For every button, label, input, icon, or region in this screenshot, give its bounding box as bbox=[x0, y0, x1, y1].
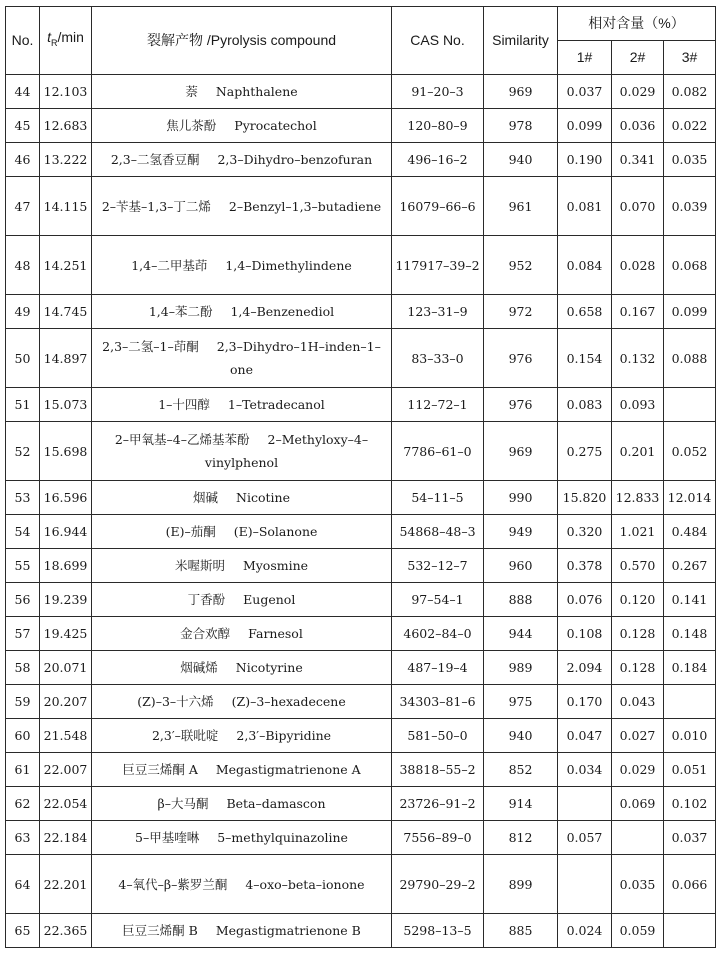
content-sample-1 bbox=[558, 855, 612, 914]
compound-cell bbox=[92, 617, 392, 651]
content-sample-3: 0.066 bbox=[664, 855, 716, 914]
similarity-score: 976 bbox=[484, 388, 558, 422]
row-number: 47 bbox=[6, 177, 40, 236]
compound-cell bbox=[92, 388, 392, 422]
content-sample-2: 0.128 bbox=[612, 651, 664, 685]
retention-time: 15.073 bbox=[40, 388, 92, 422]
content-sample-1: 0.037 bbox=[558, 75, 612, 109]
content-sample-1: 0.154 bbox=[558, 329, 612, 388]
cas-number: 487–19–4 bbox=[392, 651, 484, 685]
content-sample-2: 0.027 bbox=[612, 719, 664, 753]
cas-number: 120–80–9 bbox=[392, 109, 484, 143]
content-sample-3: 0.037 bbox=[664, 821, 716, 855]
compound-name-cn: (E)–茄酮 bbox=[165, 524, 216, 539]
compound-name-en: Megastigmatrienone B bbox=[215, 923, 361, 938]
similarity-score: 899 bbox=[484, 855, 558, 914]
similarity-score: 978 bbox=[484, 109, 558, 143]
cas-number: 532–12–7 bbox=[392, 549, 484, 583]
table-row bbox=[6, 236, 716, 295]
compound-cell bbox=[92, 236, 392, 295]
content-sample-2: 0.059 bbox=[612, 914, 664, 948]
table-row bbox=[6, 787, 716, 821]
compound-name-cn: 金合欢醇 bbox=[180, 626, 231, 641]
compound-cell bbox=[92, 295, 392, 329]
table-row bbox=[6, 143, 716, 177]
tr-symbol: t bbox=[47, 29, 51, 46]
retention-time: 12.103 bbox=[40, 75, 92, 109]
content-sample-1: 0.099 bbox=[558, 109, 612, 143]
compound-cell bbox=[92, 914, 392, 948]
similarity-score: 952 bbox=[484, 236, 558, 295]
table-row bbox=[6, 914, 716, 948]
compound-cell bbox=[92, 855, 392, 914]
retention-time: 14.897 bbox=[40, 329, 92, 388]
table-row bbox=[6, 388, 716, 422]
tr-unit: /min bbox=[57, 29, 84, 46]
col-header-compound bbox=[92, 7, 392, 75]
similarity-score: 960 bbox=[484, 549, 558, 583]
retention-time: 19.239 bbox=[40, 583, 92, 617]
retention-time: 18.699 bbox=[40, 549, 92, 583]
content-sample-1: 0.190 bbox=[558, 143, 612, 177]
content-sample-2: 0.132 bbox=[612, 329, 664, 388]
compound-name-cn: 巨豆三烯酮 B bbox=[122, 923, 198, 938]
compound-cell bbox=[92, 481, 392, 515]
retention-time: 14.745 bbox=[40, 295, 92, 329]
table-row bbox=[6, 109, 716, 143]
compound-header-en: /Pyrolysis compound bbox=[206, 32, 337, 48]
cas-number: 496–16–2 bbox=[392, 143, 484, 177]
content-sample-1: 0.024 bbox=[558, 914, 612, 948]
compound-name-cn: 2,3′–联吡啶 bbox=[151, 728, 219, 743]
content-sample-2: 0.035 bbox=[612, 855, 664, 914]
row-number: 56 bbox=[6, 583, 40, 617]
retention-time: 20.207 bbox=[40, 685, 92, 719]
row-number: 63 bbox=[6, 821, 40, 855]
cas-number: 16079–66–6 bbox=[392, 177, 484, 236]
similarity-score: 888 bbox=[484, 583, 558, 617]
cas-number: 112–72–1 bbox=[392, 388, 484, 422]
content-sample-1: 0.320 bbox=[558, 515, 612, 549]
compound-name-en: 4–oxo–beta–ionone bbox=[245, 876, 365, 892]
row-number: 65 bbox=[6, 914, 40, 948]
cas-number: 23726–91–2 bbox=[392, 787, 484, 821]
table-row bbox=[6, 549, 716, 583]
compound-cell bbox=[92, 329, 392, 388]
content-sample-2: 0.043 bbox=[612, 685, 664, 719]
content-sample-3: 0.051 bbox=[664, 753, 716, 787]
compound-name-en: Eugenol bbox=[243, 592, 296, 607]
content-sample-1: 0.047 bbox=[558, 719, 612, 753]
cas-number: 117917–39–2 bbox=[392, 236, 484, 295]
content-sample-2: 0.128 bbox=[612, 617, 664, 651]
compound-name-cn: 巨豆三烯酮 A bbox=[122, 762, 198, 777]
similarity-score: 972 bbox=[484, 295, 558, 329]
retention-time: 14.251 bbox=[40, 236, 92, 295]
content-sample-2: 0.028 bbox=[612, 236, 664, 295]
content-sample-3: 0.010 bbox=[664, 719, 716, 753]
compound-name-cn: (Z)–3–十六烯 bbox=[137, 694, 214, 709]
compound-name-en: 1,4–Benzenediol bbox=[230, 304, 335, 319]
content-sample-3: 0.052 bbox=[664, 422, 716, 481]
compound-name-cn: 焦儿茶酚 bbox=[166, 118, 217, 133]
compound-name-en: 2–Benzyl–1,3–butadiene bbox=[228, 198, 382, 214]
row-number: 46 bbox=[6, 143, 40, 177]
col-header-cas: CAS No. bbox=[392, 7, 484, 75]
content-sample-2: 0.029 bbox=[612, 753, 664, 787]
row-number: 52 bbox=[6, 422, 40, 481]
col-header-similarity: Similarity bbox=[484, 7, 558, 75]
compound-cell bbox=[92, 422, 392, 481]
compound-cell bbox=[92, 515, 392, 549]
compound-name-en: Myosmine bbox=[242, 558, 309, 573]
retention-time: 22.184 bbox=[40, 821, 92, 855]
col-header-no: No. bbox=[6, 7, 40, 75]
row-number: 57 bbox=[6, 617, 40, 651]
content-sample-1: 2.094 bbox=[558, 651, 612, 685]
row-number: 49 bbox=[6, 295, 40, 329]
cas-number: 4602–84–0 bbox=[392, 617, 484, 651]
content-sample-3: 0.068 bbox=[664, 236, 716, 295]
compound-cell bbox=[92, 177, 392, 236]
content-sample-1: 0.084 bbox=[558, 236, 612, 295]
compound-cell bbox=[92, 143, 392, 177]
col-header-sample-2: 2# bbox=[612, 41, 664, 75]
similarity-score: 969 bbox=[484, 422, 558, 481]
compound-name-en: Megastigmatrienone A bbox=[215, 762, 361, 777]
retention-time: 22.201 bbox=[40, 855, 92, 914]
compound-name-cn: 2,3–二氢–1–茚酮 bbox=[102, 339, 199, 354]
content-sample-2: 0.029 bbox=[612, 75, 664, 109]
content-sample-2: 0.167 bbox=[612, 295, 664, 329]
compound-name-en: 2,3′–Bipyridine bbox=[236, 728, 332, 743]
compound-name-cn: 5–甲基喹啉 bbox=[135, 830, 200, 845]
table-row bbox=[6, 855, 716, 914]
compound-cell bbox=[92, 685, 392, 719]
row-number: 44 bbox=[6, 75, 40, 109]
row-number: 48 bbox=[6, 236, 40, 295]
cas-number: 83–33–0 bbox=[392, 329, 484, 388]
similarity-score: 969 bbox=[484, 75, 558, 109]
content-sample-2: 1.021 bbox=[612, 515, 664, 549]
compound-name-en: Beta–damascon bbox=[226, 796, 326, 811]
compound-name-en: (E)–Solanone bbox=[233, 524, 318, 539]
compound-name-en: Farnesol bbox=[248, 626, 303, 641]
compound-name-cn: 2–苄基–1,3–丁二烯 bbox=[101, 198, 211, 214]
similarity-score: 885 bbox=[484, 914, 558, 948]
compound-name-en: 2–Methyloxy–4–vinylphenol bbox=[204, 432, 369, 470]
col-header-sample-1: 1# bbox=[558, 41, 612, 75]
compound-name-en: Naphthalene bbox=[215, 84, 298, 99]
compound-header-cn: 裂解产物 bbox=[146, 32, 203, 48]
row-number: 64 bbox=[6, 855, 40, 914]
compound-name-en: 5–methylquinazoline bbox=[217, 830, 348, 845]
col-header-retention-time bbox=[40, 7, 92, 75]
content-sample-1: 0.034 bbox=[558, 753, 612, 787]
content-sample-1: 0.378 bbox=[558, 549, 612, 583]
similarity-score: 975 bbox=[484, 685, 558, 719]
row-number: 62 bbox=[6, 787, 40, 821]
table-body bbox=[6, 75, 716, 948]
row-number: 50 bbox=[6, 329, 40, 388]
compound-name-en: 1–Tetradecanol bbox=[227, 397, 325, 412]
row-number: 58 bbox=[6, 651, 40, 685]
compound-name-en: 2,3–Dihydro–benzofuran bbox=[217, 152, 373, 167]
compound-name-cn: 烟碱 bbox=[193, 490, 219, 505]
compound-name-cn: 丁香酚 bbox=[187, 592, 226, 607]
compound-cell bbox=[92, 719, 392, 753]
row-number: 53 bbox=[6, 481, 40, 515]
content-sample-3: 0.022 bbox=[664, 109, 716, 143]
row-number: 55 bbox=[6, 549, 40, 583]
row-number: 61 bbox=[6, 753, 40, 787]
similarity-score: 944 bbox=[484, 617, 558, 651]
compound-name-en: Nicotyrine bbox=[235, 660, 303, 675]
content-sample-1: 0.083 bbox=[558, 388, 612, 422]
content-sample-3: 0.102 bbox=[664, 787, 716, 821]
cas-number: 54–11–5 bbox=[392, 481, 484, 515]
compound-name-cn: β–大马酮 bbox=[157, 796, 209, 811]
compound-name-cn: 2,3–二氢香豆酮 bbox=[110, 152, 200, 167]
content-sample-3 bbox=[664, 914, 716, 948]
row-number: 59 bbox=[6, 685, 40, 719]
table-row bbox=[6, 719, 716, 753]
compound-name-cn: 1–十四醇 bbox=[158, 397, 210, 412]
content-sample-1: 0.057 bbox=[558, 821, 612, 855]
retention-time: 19.425 bbox=[40, 617, 92, 651]
table-row bbox=[6, 651, 716, 685]
content-sample-2 bbox=[612, 821, 664, 855]
row-number: 60 bbox=[6, 719, 40, 753]
table-row bbox=[6, 295, 716, 329]
similarity-score: 852 bbox=[484, 753, 558, 787]
similarity-score: 812 bbox=[484, 821, 558, 855]
content-sample-1: 15.820 bbox=[558, 481, 612, 515]
compound-cell bbox=[92, 753, 392, 787]
content-sample-2: 12.833 bbox=[612, 481, 664, 515]
cas-number: 34303–81–6 bbox=[392, 685, 484, 719]
cas-number: 7786–61–0 bbox=[392, 422, 484, 481]
table-row bbox=[6, 617, 716, 651]
table-row bbox=[6, 75, 716, 109]
similarity-score: 940 bbox=[484, 143, 558, 177]
content-sample-3 bbox=[664, 685, 716, 719]
content-sample-3: 0.267 bbox=[664, 549, 716, 583]
compound-cell bbox=[92, 549, 392, 583]
table-row bbox=[6, 329, 716, 388]
similarity-score: 976 bbox=[484, 329, 558, 388]
content-sample-3: 0.082 bbox=[664, 75, 716, 109]
retention-time: 22.365 bbox=[40, 914, 92, 948]
content-sample-2: 0.070 bbox=[612, 177, 664, 236]
retention-time: 16.944 bbox=[40, 515, 92, 549]
compound-name-cn: 2–甲氧基–4–乙烯基苯酚 bbox=[114, 432, 250, 447]
content-sample-2: 0.120 bbox=[612, 583, 664, 617]
compound-name-cn: 萘 bbox=[185, 84, 198, 99]
table-row bbox=[6, 515, 716, 549]
content-sample-3: 0.184 bbox=[664, 651, 716, 685]
cas-number: 29790–29–2 bbox=[392, 855, 484, 914]
similarity-score: 961 bbox=[484, 177, 558, 236]
compound-cell bbox=[92, 109, 392, 143]
content-sample-1: 0.081 bbox=[558, 177, 612, 236]
compound-cell bbox=[92, 583, 392, 617]
table-row bbox=[6, 821, 716, 855]
compound-cell bbox=[92, 787, 392, 821]
retention-time: 21.548 bbox=[40, 719, 92, 753]
content-sample-2: 0.036 bbox=[612, 109, 664, 143]
retention-time: 12.683 bbox=[40, 109, 92, 143]
similarity-score: 989 bbox=[484, 651, 558, 685]
retention-time: 22.054 bbox=[40, 787, 92, 821]
cas-number: 5298–13–5 bbox=[392, 914, 484, 948]
compound-name-en: Nicotine bbox=[236, 490, 290, 505]
cas-number: 581–50–0 bbox=[392, 719, 484, 753]
compound-name-en: (Z)–3–hexadecene bbox=[231, 694, 346, 709]
content-sample-3: 0.035 bbox=[664, 143, 716, 177]
compound-cell bbox=[92, 821, 392, 855]
content-sample-1: 0.170 bbox=[558, 685, 612, 719]
content-sample-1: 0.108 bbox=[558, 617, 612, 651]
compound-name-cn: 1,4–二甲基茚 bbox=[131, 257, 208, 273]
cas-number: 7556–89–0 bbox=[392, 821, 484, 855]
content-sample-3: 0.148 bbox=[664, 617, 716, 651]
content-sample-1 bbox=[558, 787, 612, 821]
cas-number: 91–20–3 bbox=[392, 75, 484, 109]
table-row bbox=[6, 753, 716, 787]
compound-name-cn: 烟碱烯 bbox=[180, 660, 218, 675]
table-row bbox=[6, 177, 716, 236]
compound-name-cn: 4–氧代–β–紫罗兰酮 bbox=[118, 876, 228, 892]
retention-time: 22.007 bbox=[40, 753, 92, 787]
similarity-score: 940 bbox=[484, 719, 558, 753]
table-row bbox=[6, 685, 716, 719]
tr-subscript: R bbox=[50, 37, 58, 48]
retention-time: 15.698 bbox=[40, 422, 92, 481]
cas-number: 97–54–1 bbox=[392, 583, 484, 617]
compound-name-cn: 米喔斯明 bbox=[174, 558, 225, 573]
similarity-score: 914 bbox=[484, 787, 558, 821]
col-header-relative-content: 相对含量（%） bbox=[558, 7, 716, 41]
content-sample-2: 0.341 bbox=[612, 143, 664, 177]
content-sample-3: 0.099 bbox=[664, 295, 716, 329]
retention-time: 13.222 bbox=[40, 143, 92, 177]
retention-time: 14.115 bbox=[40, 177, 92, 236]
content-sample-1: 0.658 bbox=[558, 295, 612, 329]
table-row bbox=[6, 583, 716, 617]
content-sample-3: 0.088 bbox=[664, 329, 716, 388]
compound-name-cn: 1,4–苯二酚 bbox=[148, 304, 213, 319]
row-number: 54 bbox=[6, 515, 40, 549]
cas-number: 123–31–9 bbox=[392, 295, 484, 329]
content-sample-3: 0.484 bbox=[664, 515, 716, 549]
content-sample-1: 0.076 bbox=[558, 583, 612, 617]
content-sample-2: 0.570 bbox=[612, 549, 664, 583]
content-sample-3 bbox=[664, 388, 716, 422]
table-row bbox=[6, 422, 716, 481]
similarity-score: 990 bbox=[484, 481, 558, 515]
cas-number: 38818–55–2 bbox=[392, 753, 484, 787]
cas-number: 54868–48–3 bbox=[392, 515, 484, 549]
pyrolysis-table bbox=[5, 6, 716, 948]
content-sample-2: 0.201 bbox=[612, 422, 664, 481]
compound-name-en: 2,3–Dihydro–1H–inden–1–one bbox=[216, 339, 381, 377]
similarity-score: 949 bbox=[484, 515, 558, 549]
content-sample-3: 12.014 bbox=[664, 481, 716, 515]
retention-time: 16.596 bbox=[40, 481, 92, 515]
compound-name-en: 1,4–Dimethylindene bbox=[225, 257, 352, 273]
content-sample-3: 0.039 bbox=[664, 177, 716, 236]
content-sample-2: 0.069 bbox=[612, 787, 664, 821]
content-sample-1: 0.275 bbox=[558, 422, 612, 481]
row-number: 51 bbox=[6, 388, 40, 422]
table-row bbox=[6, 481, 716, 515]
content-sample-2: 0.093 bbox=[612, 388, 664, 422]
compound-cell bbox=[92, 651, 392, 685]
compound-cell bbox=[92, 75, 392, 109]
content-sample-3: 0.141 bbox=[664, 583, 716, 617]
compound-name-en: Pyrocatechol bbox=[234, 118, 317, 133]
col-header-sample-3: 3# bbox=[664, 41, 716, 75]
retention-time: 20.071 bbox=[40, 651, 92, 685]
row-number: 45 bbox=[6, 109, 40, 143]
header-row bbox=[6, 7, 716, 41]
